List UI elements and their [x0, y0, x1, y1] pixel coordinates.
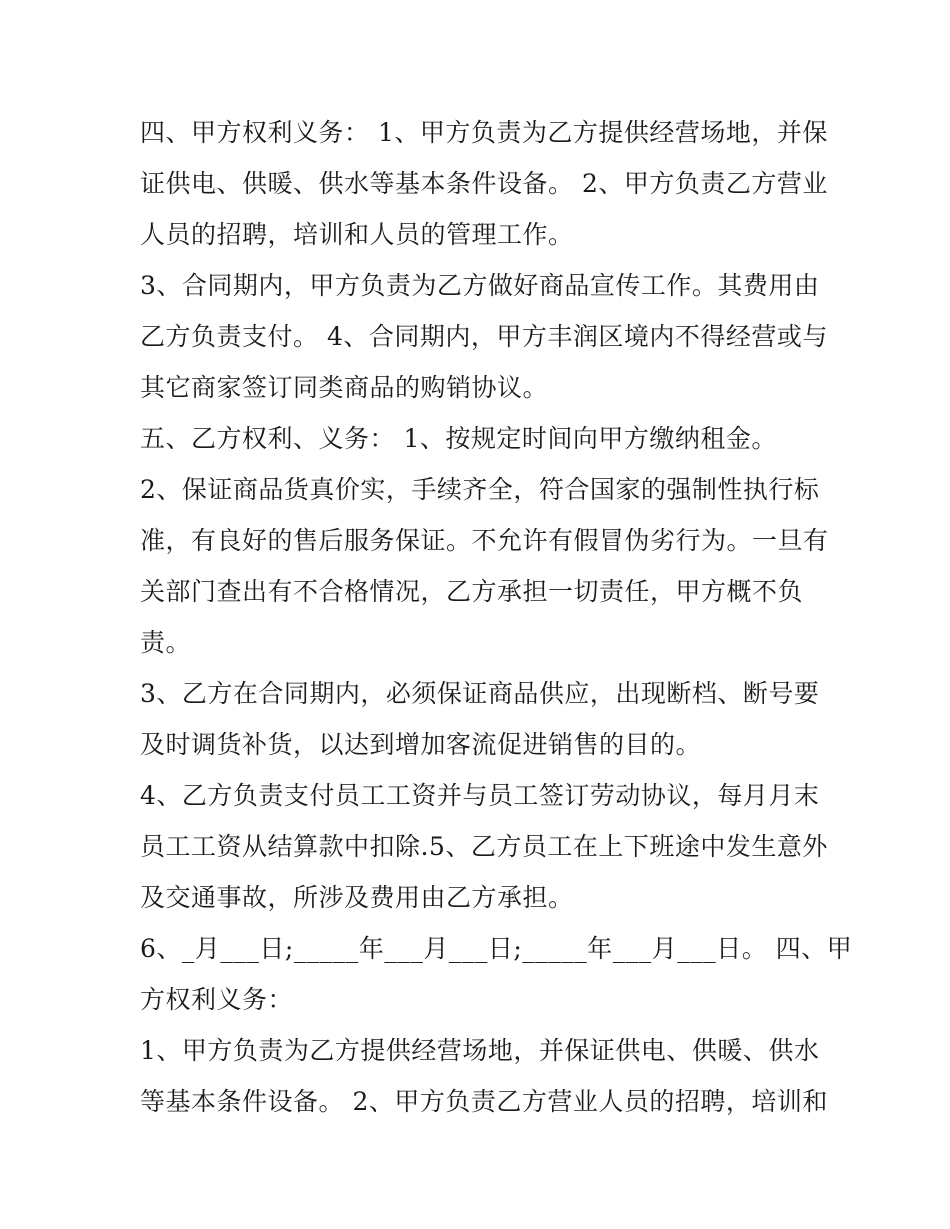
text-line: 6、_月___日;_____年___月___日;_____年___月___日。 四、甲	[140, 934, 853, 963]
text-line: 其它商家签订同类商品的购销协议。	[140, 373, 549, 402]
paragraph	[140, 668, 820, 770]
text-line: 证供电、供暖、供水等基本条件设备。 2、甲方负责乙方营业	[140, 169, 828, 198]
text-line: 3、合同期内，甲方负责为乙方做好商品宣传工作。其费用由	[140, 271, 820, 300]
text-line: 四、甲方权利义务： 1、甲方负责为乙方提供经营场地，并保	[140, 118, 828, 147]
document-body	[140, 107, 853, 1127]
text-line: 员工工资从结算款中扣除.5、乙方员工在上下班途中发生意外	[140, 832, 828, 861]
text-line: 乙方负责支付。 4、合同期内，甲方丰润区境内不得经营或与	[140, 322, 828, 351]
text-line: 等基本条件设备。 2、甲方负责乙方营业人员的招聘，培训和	[140, 1087, 828, 1116]
text-line: 及时调货补货，以达到增加客流促进销售的目的。	[140, 730, 702, 759]
text-line: 准，有良好的售后服务保证。不允许有假冒伪劣行为。一旦有	[140, 526, 829, 555]
paragraph	[140, 923, 853, 1025]
text-line: 3、乙方在合同期内，必须保证商品供应，出现断档、断号要	[140, 679, 820, 708]
text-line: 人员的招聘，培训和人员的管理工作。	[140, 220, 574, 249]
paragraph	[140, 107, 828, 260]
text-line: 4、乙方负责支付员工工资并与员工签订劳动协议，每月月末	[140, 781, 820, 810]
text-line: 五、乙方权利、义务： 1、按规定时间向甲方缴纳租金。	[140, 424, 777, 453]
paragraph	[140, 1025, 828, 1127]
paragraph	[140, 464, 829, 668]
text-line: 方权利义务：	[140, 985, 294, 1014]
text-line: 1、甲方负责为乙方提供经营场地，并保证供电、供暖、供水	[140, 1036, 820, 1065]
paragraph	[140, 413, 820, 464]
paragraph	[140, 260, 828, 413]
text-line: 责。	[140, 628, 192, 657]
text-line: 2、保证商品货真价实，手续齐全，符合国家的强制性执行标	[140, 475, 820, 504]
text-line: 关部门查出有不合格情况，乙方承担一切责任，甲方概不负	[140, 577, 804, 606]
paragraph	[140, 770, 828, 923]
text-line: 及交通事故，所涉及费用由乙方承担。	[140, 883, 574, 912]
